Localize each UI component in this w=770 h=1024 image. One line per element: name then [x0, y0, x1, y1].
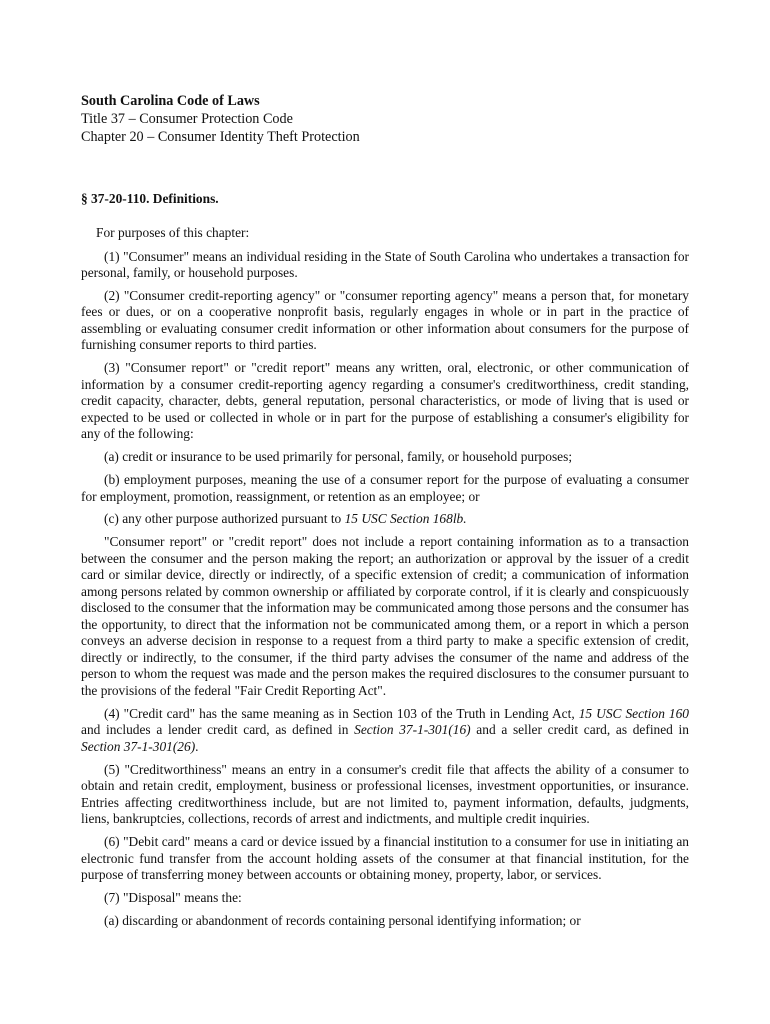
- section-body: [81, 225, 689, 936]
- definition-credit-reporting-agency: (2) "Consumer credit-reporting agency" or "consumer reporting agency" means a person that, for monetary fees or dues, or on a cooperative nonprofit basis, regularly engages in whole or in part in the practice of assembling or evaluating consumer credit information or other information about consumers for the purpose of furnishing consumer reports to third parties.: [81, 287, 689, 353]
- definition-disposal: (7) "Disposal" means the:: [104, 889, 242, 905]
- intro-paragraph: For purposes of this chapter:: [96, 225, 250, 240]
- definition-consumer: (1) "Consumer" means an individual residing in the State of South Carolina who undertakes a transaction for personal, family, or household purposes.: [81, 248, 689, 280]
- credit-card-text-1: (4) "Credit card" has the same meaning as in Section 103 of the Truth in Lending Act,: [104, 705, 579, 721]
- clause-c-other: [81, 511, 689, 528]
- section-heading: § 37-20-110. Definitions.: [81, 191, 219, 206]
- credit-card-citation-3: Section 37-1-301(26): [81, 738, 196, 754]
- credit-card-citation-1: 15 USC Section 160: [578, 705, 690, 721]
- clause-a-credit: (a) credit or insurance to be used primarily for personal, family, or household purposes;: [104, 449, 573, 465]
- credit-card-text-2: and includes a lender credit card, as defined in: [81, 722, 355, 738]
- document-header: [81, 92, 360, 146]
- clause-c-text: (c) any other purpose authorized pursuant to: [104, 511, 345, 527]
- code-title: South Carolina Code of Laws: [81, 93, 260, 109]
- clause-c-citation: 15 USC Section 168lb.: [344, 511, 467, 527]
- title-line: Title 37 – Consumer Protection Code: [81, 111, 293, 127]
- consumer-report-exclusion: "Consumer report" or "credit report" does not include a report containing information as to a transaction between the consumer and the person making the report; an authorization or approval by the issuer of a credit card or similar device, directly or indirectly, of a specific extension of credit; a communication of information among persons related by common ownership or affiliated by corporate control, if it is clearly and conspicuously disclosed to the consumer that the information may be communicated among those persons and the consumer has the opportunity, to direct that the information not be communicated among them, or a report in which a person conveys an adverse decision in response to a request from a third party to make a specific extension of credit, directly or indirectly, to the consumer, if the third party advises the consumer of the name and address of the person to whom the request was made and the person makes the required disclosures to the consumer pursuant to the provisions of the federal "Fair Credit Reporting Act".: [81, 534, 689, 698]
- disposal-clause-a: (a) discarding or abandonment of records containing personal identifying information; or: [104, 912, 581, 928]
- definition-consumer-report: (3) "Consumer report" or "credit report" means any written, oral, electronic, or other communication of information by a consumer credit-reporting agency regarding a consumer's creditworthiness, credit standing, credit capacity, character, debts, general reputation, personal characteristics, or mode of living that is used or expected to be used or collected in whole or in part for the purpose of establishing a consumer's eligibility for any of the following:: [81, 360, 689, 442]
- credit-card-text-3: and a seller credit card, as defined in: [470, 722, 689, 738]
- definition-debit-card: (6) "Debit card" means a card or device issued by a financial institution to a consumer for use in initiating an electronic fund transfer from the account holding assets of the consumer at that financial institution, for the purpose of transferring money between accounts or obtaining money, property, labor, or services.: [81, 834, 689, 883]
- definition-credit-card: [81, 706, 689, 756]
- credit-card-text-4: .: [195, 738, 199, 754]
- chapter-line: Chapter 20 – Consumer Identity Theft Protection: [81, 129, 360, 145]
- clause-b-employment: (b) employment purposes, meaning the use of a consumer report for the purpose of evaluating a consumer for employment, promotion, reassignment, or retention as an employee; or: [81, 472, 689, 504]
- definition-creditworthiness: (5) "Creditworthiness" means an entry in a consumer's credit file that affects the ability of a consumer to obtain and retain credit, employment, business or professional licenses, investment opportunities, or insurance. Entries affecting creditworthiness include, but are not limited to, payment information, defaults, judgments, liens, bankruptcies, collections, records of arrest and indictments, and multiple credit inquiries.: [81, 761, 689, 827]
- credit-card-citation-2: Section 37-1-301(16): [354, 722, 471, 738]
